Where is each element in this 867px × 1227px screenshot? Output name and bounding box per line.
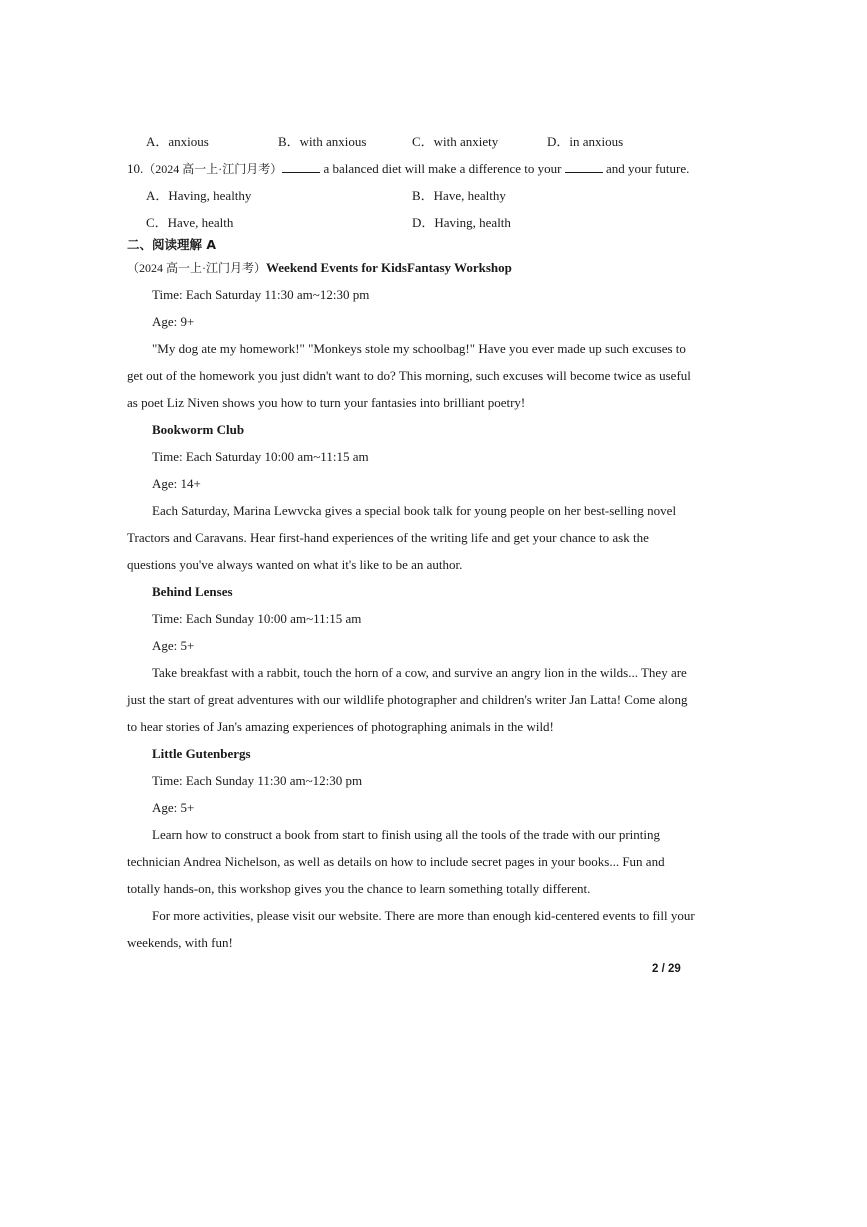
event-age: Age: 9+ — [152, 314, 195, 329]
passage-title-line — [127, 260, 512, 276]
page-number: 2 / 29 — [652, 963, 681, 975]
event-description-line: to hear stories of Jan's amazing experiences of photographing animals in the wild! — [127, 719, 554, 734]
q9-option-d[interactable]: D．in anxious — [547, 134, 624, 149]
closing-line: For more activities, please visit our website. There are more than enough kid-centered events to fill your — [152, 908, 695, 923]
event-description-line: get out of the homework you just didn't want to do? This morning, such excuses will become twice as useful — [127, 368, 691, 383]
q10-blank-1[interactable] — [282, 162, 320, 173]
event-age: Age: 14+ — [152, 476, 201, 491]
event-description-line: questions you've always wanted on what it's like to be an author. — [127, 557, 463, 572]
event-description-line: Take breakfast with a rabbit, touch the horn of a cow, and survive an angry lion in the wilds... They are — [152, 665, 687, 680]
section-heading: 二、阅读理解 A — [127, 237, 217, 252]
q10-option-b[interactable]: B．Have, healthy — [412, 188, 506, 203]
event-description-line: Learn how to construct a book from start to finish using all the tools of the trade with our printing — [152, 827, 660, 842]
q10-option-a[interactable]: A．Having, healthy — [146, 188, 252, 203]
passage-title: Weekend Events for KidsFantasy Workshop — [266, 260, 512, 275]
event-name: Behind Lenses — [152, 584, 233, 599]
event-name: Bookworm Club — [152, 422, 245, 437]
q10-blank-2[interactable] — [565, 162, 603, 173]
q10-source: （2024 高一上·江门月考） — [143, 162, 283, 176]
event-description-line: totally hands-on, this workshop gives you the chance to learn something totally different. — [127, 881, 591, 896]
q10-text-part1: a balanced diet will make a difference to your — [323, 161, 562, 176]
event-description-line: Tractors and Caravans. Hear first-hand experiences of the writing life and get your chance to ask the — [127, 530, 649, 545]
event-description-line: as poet Liz Niven shows you how to turn your fantasies into brilliant poetry! — [127, 395, 526, 410]
event-description-line: just the start of great adventures with our wildlife photographer and children's writer Jan Latta! Come along — [127, 692, 688, 707]
q10-stem — [127, 161, 689, 177]
event-description-line: "My dog ate my homework!" "Monkeys stole my schoolbag!" Have you ever made up such excuses to — [152, 341, 686, 356]
q9-option-a[interactable]: A．anxious — [146, 134, 209, 149]
q10-text-part2: and your future. — [606, 161, 690, 176]
event-time: Time: Each Saturday 10:00 am~11:15 am — [152, 449, 369, 464]
event-age: Age: 5+ — [152, 800, 195, 815]
passage-source: （2024 高一上·江门月考） — [127, 261, 266, 275]
event-time: Time: Each Sunday 11:30 am~12:30 pm — [152, 773, 363, 788]
event-time: Time: Each Sunday 10:00 am~11:15 am — [152, 611, 362, 626]
event-time: Time: Each Saturday 11:30 am~12:30 pm — [152, 287, 370, 302]
q9-option-b[interactable]: B．with anxious — [278, 134, 367, 149]
event-name: Little Gutenbergs — [152, 746, 251, 761]
q9-option-c[interactable]: C．with anxiety — [412, 134, 499, 149]
event-age: Age: 5+ — [152, 638, 195, 653]
q10-number: 10. — [127, 161, 144, 176]
q10-option-d[interactable]: D．Having, health — [412, 215, 511, 230]
event-description-line: technician Andrea Nichelson, as well as details on how to include secret pages in your books... Fun and — [127, 854, 665, 869]
q10-option-c[interactable]: C．Have, health — [146, 215, 234, 230]
event-description-line: Each Saturday, Marina Lewvcka gives a special book talk for young people on her best-selling novel — [152, 503, 677, 518]
closing-line: weekends, with fun! — [127, 935, 233, 950]
